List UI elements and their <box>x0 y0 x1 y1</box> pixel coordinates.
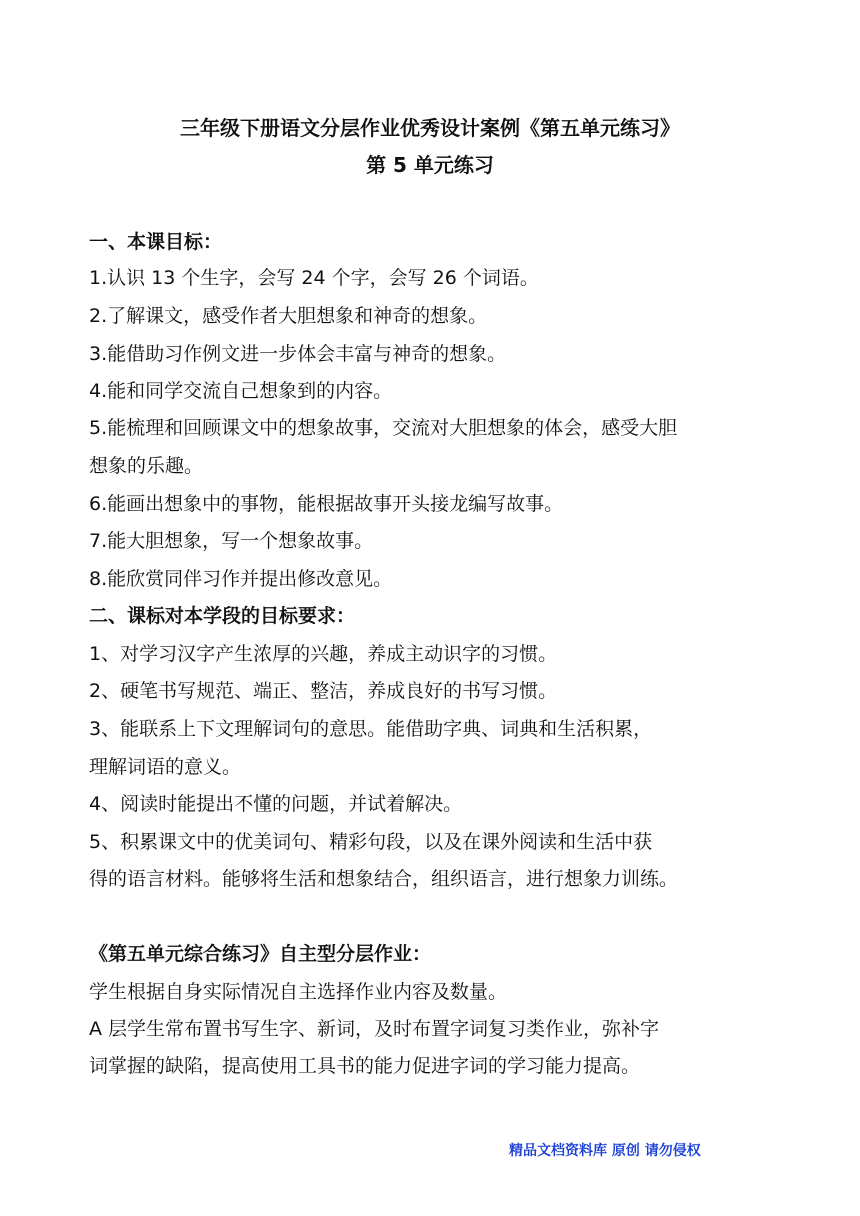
section-heading-standards: 二、课标对本学段的目标要求： <box>89 605 356 627</box>
goal-item: 3.能借助习作例文进一步体会丰富与神奇的想象。 <box>89 343 507 365</box>
homework-paragraph: 学生根据自身实际情况自主选择作业内容及数量。 <box>89 981 508 1003</box>
goal-item-continued: 想象的乐趣。 <box>89 455 204 477</box>
standard-item: 5、积累课文中的优美词句、精彩句段，以及在课外阅读和生活中获 <box>89 831 653 853</box>
standard-item: 1、对学习汉字产生浓厚的兴趣，养成主动识字的习惯。 <box>89 643 558 665</box>
section-heading-homework: 《第五单元综合练习》自主型分层作业： <box>89 943 432 965</box>
goal-item: 8.能欣赏同伴习作并提出修改意见。 <box>89 568 393 590</box>
goal-item: 6.能画出想象中的事物，能根据故事开头接龙编写故事。 <box>89 493 564 515</box>
document-title: 三年级下册语文分层作业优秀设计案例《第五单元练习》 <box>180 116 680 140</box>
homework-paragraph-continued: 词掌握的缺陷，提高使用工具书的能力促进字词的学习能力提高。 <box>89 1055 641 1077</box>
goal-item: 2.了解课文，感受作者大胆想象和神奇的想象。 <box>89 305 488 327</box>
goal-item: 1.认识 13 个生字，会写 24 个字，会写 26 个词语。 <box>89 267 539 289</box>
document-subtitle: 第 5 单元练习 <box>366 153 494 177</box>
standard-item-continued: 理解词语的意义。 <box>89 756 242 778</box>
section-heading-goals: 一、本课目标： <box>89 231 223 253</box>
goal-item: 4.能和同学交流自己想象到的内容。 <box>89 380 393 402</box>
homework-paragraph: A 层学生常布置书写生字、新词，及时布置字词复习类作业，弥补字 <box>89 1018 660 1040</box>
goal-item: 7.能大胆想象，写一个想象故事。 <box>89 530 374 552</box>
standard-item-continued: 得的语言材料。能够将生活和想象结合，组织语言，进行想象力训练。 <box>89 868 679 890</box>
footer-watermark: 精品文档资料库 原创 请勿侵权 <box>509 1143 701 1159</box>
standard-item: 3、能联系上下文理解词句的意思。能借助字典、词典和生活积累， <box>89 718 653 740</box>
goal-item: 5.能梳理和回顾课文中的想象故事，交流对大胆想象的体会，感受大胆 <box>89 417 678 439</box>
standard-item: 4、阅读时能提出不懂的问题，并试着解决。 <box>89 793 463 815</box>
standard-item: 2、硬笔书写规范、端正、整洁，养成良好的书写习惯。 <box>89 680 558 702</box>
